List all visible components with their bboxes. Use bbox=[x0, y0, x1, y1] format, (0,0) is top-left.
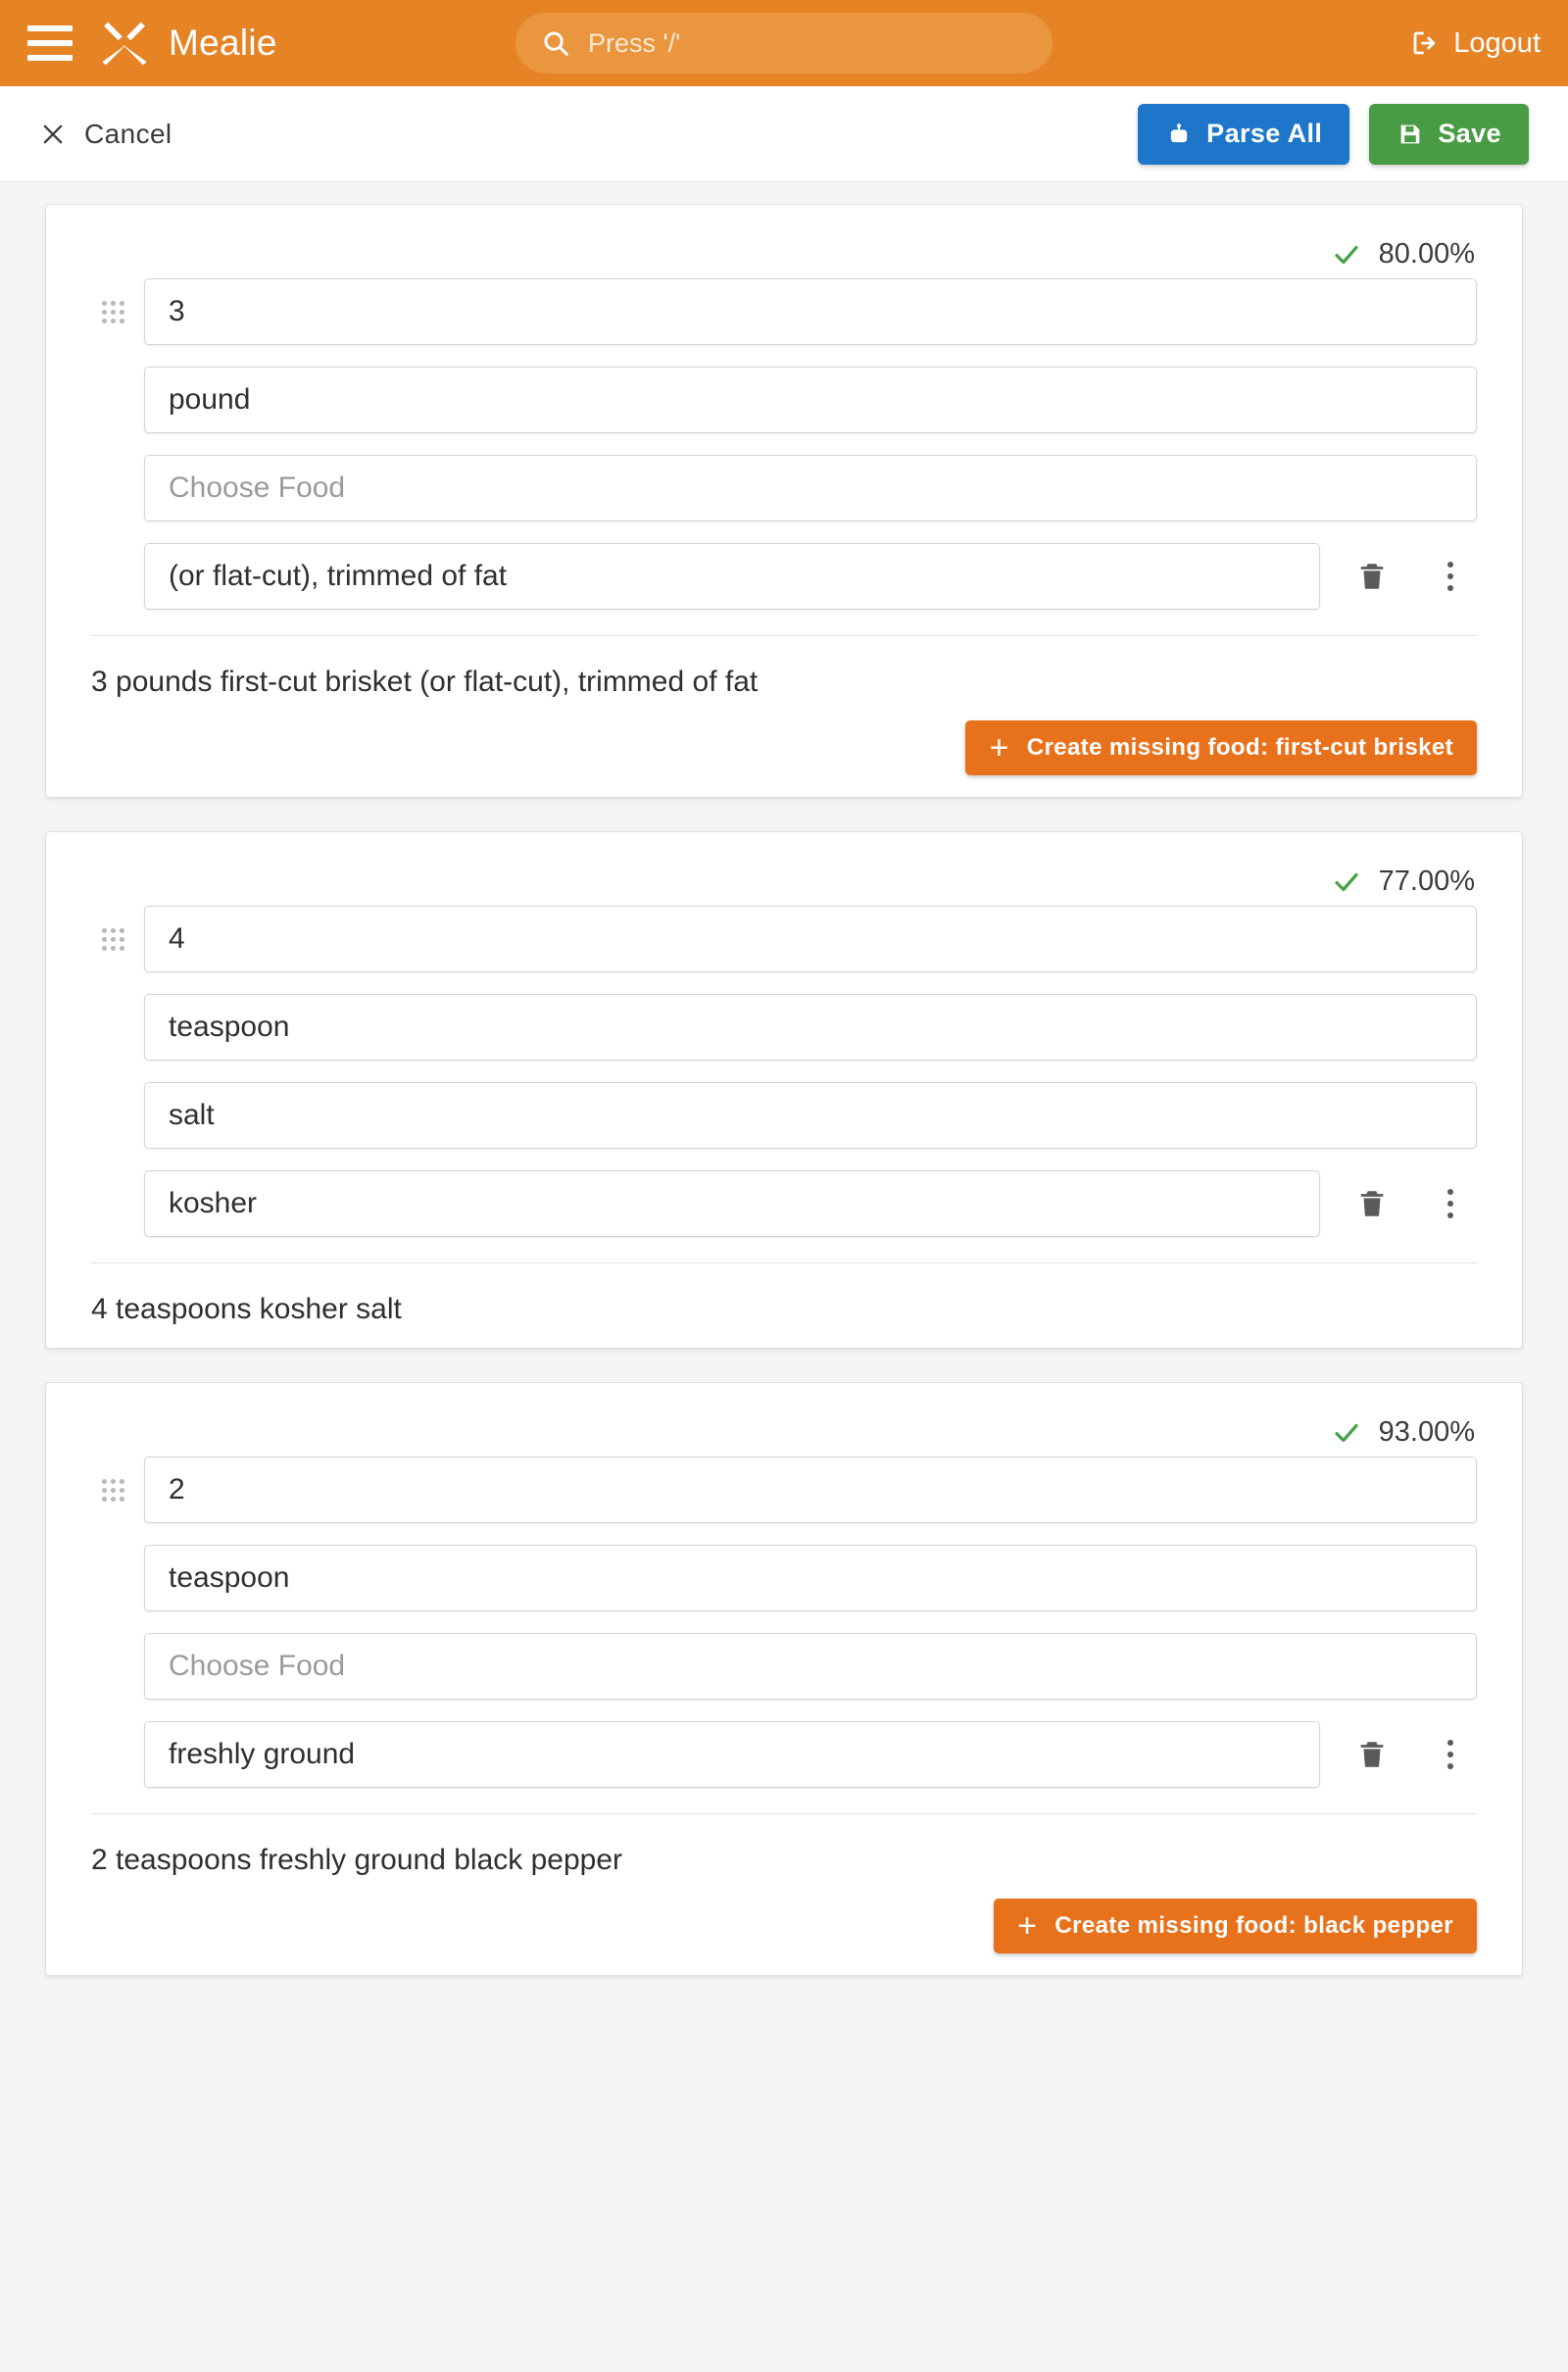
cancel-label: Cancel bbox=[84, 118, 172, 149]
check-icon bbox=[1332, 867, 1361, 897]
search-input[interactable] bbox=[586, 27, 1027, 60]
quantity-input[interactable]: 4 bbox=[144, 906, 1477, 972]
cancel-button[interactable] bbox=[39, 119, 172, 150]
ingredient-card bbox=[45, 831, 1523, 1349]
search-box[interactable] bbox=[515, 13, 1053, 74]
plus-icon: + bbox=[1017, 1907, 1038, 1945]
save-disk-icon bbox=[1396, 121, 1424, 148]
ingredient-list bbox=[0, 182, 1568, 2029]
note-row bbox=[91, 543, 1477, 610]
food-row bbox=[91, 1082, 1477, 1149]
save-button[interactable] bbox=[1369, 104, 1529, 165]
drag-handle-icon[interactable] bbox=[91, 301, 134, 323]
create-missing-food-button[interactable] bbox=[965, 720, 1477, 775]
quantity-row bbox=[91, 1457, 1477, 1523]
ingredient-card bbox=[45, 1382, 1523, 1976]
app-title: Mealie bbox=[169, 23, 277, 63]
kebab-menu-icon bbox=[1447, 1740, 1453, 1769]
create-missing-food-button[interactable] bbox=[994, 1899, 1477, 1953]
note-input[interactable]: kosher bbox=[144, 1170, 1320, 1237]
delete-ingredient-button[interactable] bbox=[1346, 1728, 1398, 1781]
parse-all-button[interactable] bbox=[1138, 104, 1349, 165]
quantity-input[interactable]: 3 bbox=[144, 278, 1477, 345]
food-select[interactable]: Choose Food bbox=[144, 455, 1477, 521]
food-select[interactable]: salt bbox=[144, 1082, 1477, 1149]
confidence-badge bbox=[1332, 238, 1475, 271]
card-fields bbox=[46, 278, 1522, 610]
note-row bbox=[91, 1721, 1477, 1788]
card-header bbox=[46, 1383, 1522, 1457]
close-icon bbox=[39, 121, 67, 148]
original-text: 2 teaspoons freshly ground black pepper bbox=[91, 1844, 623, 1876]
confidence-badge bbox=[1332, 1416, 1475, 1449]
editor-toolbar bbox=[0, 86, 1568, 182]
delete-ingredient-button[interactable] bbox=[1346, 550, 1398, 603]
unit-row bbox=[91, 994, 1477, 1061]
search-icon bbox=[541, 28, 570, 58]
save-label: Save bbox=[1438, 119, 1501, 148]
card-fields bbox=[46, 1457, 1522, 1788]
original-text: 3 pounds first-cut brisket (or flat-cut), trimmed of fat bbox=[91, 666, 759, 698]
confidence-value: 93.00% bbox=[1378, 1416, 1475, 1448]
card-header bbox=[46, 832, 1522, 906]
robot-icon bbox=[1165, 121, 1193, 148]
toolbar-actions bbox=[1138, 104, 1529, 165]
ingredient-more-menu-button[interactable] bbox=[1424, 1177, 1477, 1230]
original-text: 4 teaspoons kosher salt bbox=[91, 1293, 402, 1325]
check-icon bbox=[1332, 1418, 1361, 1448]
logout-label: Logout bbox=[1453, 26, 1541, 59]
logout-icon bbox=[1410, 28, 1440, 58]
logout-button[interactable] bbox=[1410, 27, 1541, 60]
unit-select[interactable]: pound bbox=[144, 367, 1477, 433]
ingredient-more-menu-button[interactable] bbox=[1424, 550, 1477, 603]
ingredient-more-menu-button[interactable] bbox=[1424, 1728, 1477, 1781]
unit-row bbox=[91, 367, 1477, 433]
confidence-badge bbox=[1332, 865, 1475, 898]
unit-select[interactable]: teaspoon bbox=[144, 1545, 1477, 1611]
drag-handle-icon[interactable] bbox=[91, 928, 134, 951]
note-row bbox=[91, 1170, 1477, 1237]
card-actions bbox=[46, 699, 1522, 775]
parse-all-label: Parse All bbox=[1206, 119, 1323, 148]
quantity-row bbox=[91, 906, 1477, 972]
app-header bbox=[0, 0, 1568, 86]
confidence-value: 77.00% bbox=[1378, 865, 1475, 897]
confidence-value: 80.00% bbox=[1378, 238, 1475, 270]
check-icon bbox=[1332, 240, 1361, 270]
delete-ingredient-button[interactable] bbox=[1346, 1177, 1398, 1230]
kebab-menu-icon bbox=[1447, 562, 1453, 591]
card-actions bbox=[46, 1877, 1522, 1953]
card-fields bbox=[46, 906, 1522, 1237]
card-header bbox=[46, 205, 1522, 278]
food-row bbox=[91, 455, 1477, 521]
hamburger-menu-icon[interactable] bbox=[27, 25, 73, 61]
food-select[interactable]: Choose Food bbox=[144, 1633, 1477, 1700]
quantity-input[interactable]: 2 bbox=[144, 1457, 1477, 1523]
quantity-row bbox=[91, 278, 1477, 345]
crossed-utensils-logo bbox=[98, 17, 151, 70]
note-input[interactable]: (or flat-cut), trimmed of fat bbox=[144, 543, 1320, 610]
plus-icon: + bbox=[989, 729, 1009, 766]
kebab-menu-icon bbox=[1447, 1189, 1453, 1218]
unit-select[interactable]: teaspoon bbox=[144, 994, 1477, 1061]
drag-handle-icon[interactable] bbox=[91, 1479, 134, 1502]
create-missing-food-label: Create missing food: black pepper bbox=[1054, 1912, 1453, 1939]
ingredient-card bbox=[45, 204, 1523, 798]
food-row bbox=[91, 1633, 1477, 1700]
unit-row bbox=[91, 1545, 1477, 1611]
note-input[interactable]: freshly ground bbox=[144, 1721, 1320, 1788]
create-missing-food-label: Create missing food: first-cut brisket bbox=[1026, 734, 1453, 761]
